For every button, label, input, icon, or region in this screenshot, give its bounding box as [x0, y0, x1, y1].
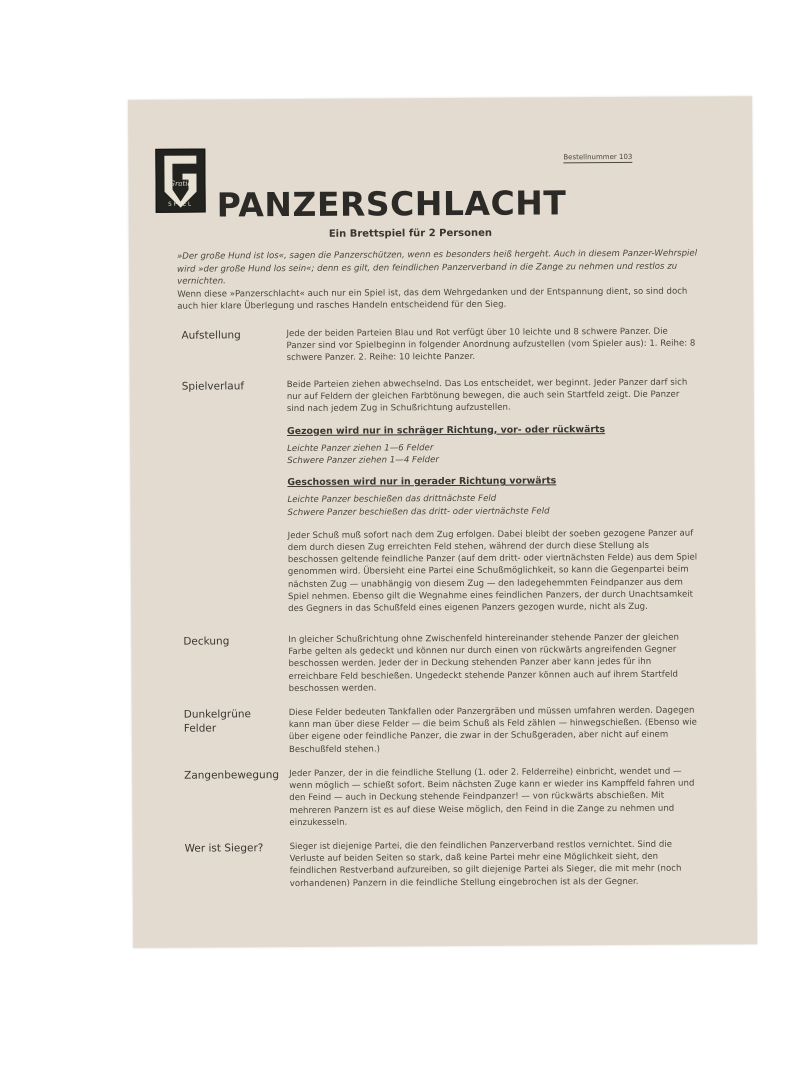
section-label: Dunkelgrüne Felder [183, 708, 252, 735]
move-heavy: Schwere Panzer ziehen 1—4 Felder [287, 455, 439, 467]
shoot-light: Leichte Panzer beschießen das drittnächste Feld [287, 494, 497, 506]
shoot-rule-heading: Geschossen wird nur in gerader Richtung vorwärts [287, 475, 557, 489]
section-label: Aufstellung [181, 329, 241, 342]
page-subtitle: Ein Brettspiel für 2 Personen [328, 227, 493, 240]
section-zangenbewegung [132, 765, 756, 828]
page-title: PANZERSCHLACHT [216, 183, 567, 225]
section-wer-ist-sieger [133, 838, 757, 889]
section-label: Deckung [183, 635, 230, 648]
logo-script: Gratia [169, 179, 192, 188]
intro-paragraph: Wenn diese »Panzerschlacht« auch nur ein Spiel ist, das dem Wehrgedanken und der Entspannung dient, so sind doch auch hier klare Überlegung und rasches Handeln entscheidend für den Sieg. [177, 286, 688, 312]
section-text [287, 377, 698, 616]
intro-paragraph: »Der große Hund ist los«, sagen die Panzerschützen, wenn es besonders heiß hergeht. Auch in diesem Panzer-Wehrspiel wird »der große Hund los sein«; denn es gilt, den feindlichen Panzerverband in die Zange zu nehmen und restlos zu vernichten. [176, 248, 698, 287]
shoot-heavy: Schwere Panzer beschießen das dritt- oder viertnächste Feld [287, 506, 550, 518]
section-paragraph: Beide Parteien ziehen abwechselnd. Das Los entscheidet, wer beginnt. Jeder Panzer darf sich nur auf Feldern der gleichen Farbtönung bewegen, die auch sein Startfeld zeigt. Die Panzer sind nach jedem Zug in Schußrichtung aufzustellen. [286, 377, 688, 415]
order-number: Bestellnummer 103 [563, 152, 633, 162]
section-dunkelgruene-felder [132, 704, 756, 755]
section-label: Zangenbewegung [184, 769, 280, 782]
logo-spiel: SPIEL [168, 201, 194, 208]
section-label: Wer ist Sieger? [184, 842, 264, 855]
section-text: Jeder Panzer, der in die feindliche Stellung (1. oder 2. Felderreihe) einbricht, wendet und — wenn möglich — schießt sofort. Beim nächsten Zuge kann er wieder ins Kampffeld fahren und den Feind — auch in Deckung stehende Feindpanzer! — von rückwärts abschießen. Mit mehreren Panzern ist es auf diese Weise möglich, den Feind in die Zange zu nehmen und einzukesseln. [289, 766, 695, 828]
section-spielverlauf [130, 376, 754, 615]
section-text: Sieger ist diejenige Partei, die den feindlichen Panzerverband restlos vernichtet. Sind die Verluste auf beiden Seiten so stark, daß keine Partei mehr eine Möglichkeit sieht, den feindlichen Restverband aufzureiben, so gilt diejenige Partei als Sieger, die mit mehr (noch vorhandenen) Panzern in die feindliche Stellung eingebrochen ist als der Gegner. [289, 839, 682, 889]
intro-text [177, 247, 705, 313]
section-label: Spielverlauf [181, 380, 245, 393]
publisher-logo [155, 149, 205, 213]
section-text: Jede der beiden Parteien Blau und Rot verfügt über 10 leichte und 8 schwere Panzer. Die Panzer sind vor Spielbeginn in folgender Anordnung aufzustellen (vom Spieler aus): 1. Reihe: 8 schwere Panzer. 2. Reihe: 10 leichte Panzer. [286, 326, 696, 364]
section-deckung [131, 631, 755, 694]
section-text: In gleicher Schußrichtung ohne Zwischenfeld hintereinander stehende Panzer der gleichen Farbe gelten als gedeckt und können nur durch einen von rückwärts angreifenden Gegner beschossen werden. Jeder der in Deckung stehenden Panzer aber kann jedes für ihn erreichbare Feld beschießen. Ungedeckt stehende Panzer können auch auf ihrem Startfeld beschossen werden. [288, 632, 679, 694]
section-aufstellung [129, 325, 753, 364]
move-light: Leichte Panzer ziehen 1—6 Felder [287, 442, 434, 454]
move-rule-heading: Gezogen wird nur in schräger Richtung, vor- oder rückwärts [286, 423, 606, 437]
rules-sheet [128, 96, 757, 948]
section-paragraph: Jeder Schuß muß sofort nach dem Zug erfolgen. Dabei bleibt der soeben gezogene Panzer auf dem durch diesen Zug erreichten Feld stehen, während der durch diese Stellung als beschossen geltende feindliche Panzer (auf dem dritt- oder viertnächsten Felde) aus dem Spiel genommen wird. Übersieht eine Partei eine Schußmöglichkeit, so kann die Gegenpartei beim nächsten Zug — unabhängig von diesem Zug — den ladegehemmten Feindpanzer aus dem Spiel nehmen. Ebenso gilt die Wegnahme eines feindlichen Panzers, der durch Unachtsamkeit des Gegners in das Schußfeld eines eigenen Panzers gezogen wurde, nicht als Zug. [287, 528, 698, 615]
section-text: Diese Felder bedeuten Tankfallen oder Panzergräben und müssen umfahren werden. Dagegen kann man über diese Felder — die beim Schuß als Feld zählen — hinwegschießen. (Ebenso wie über eigene oder feindliche Panzer, die zwar in der Schußgeraden, aber nicht auf einem Beschußfeld stehen.) [288, 705, 697, 755]
